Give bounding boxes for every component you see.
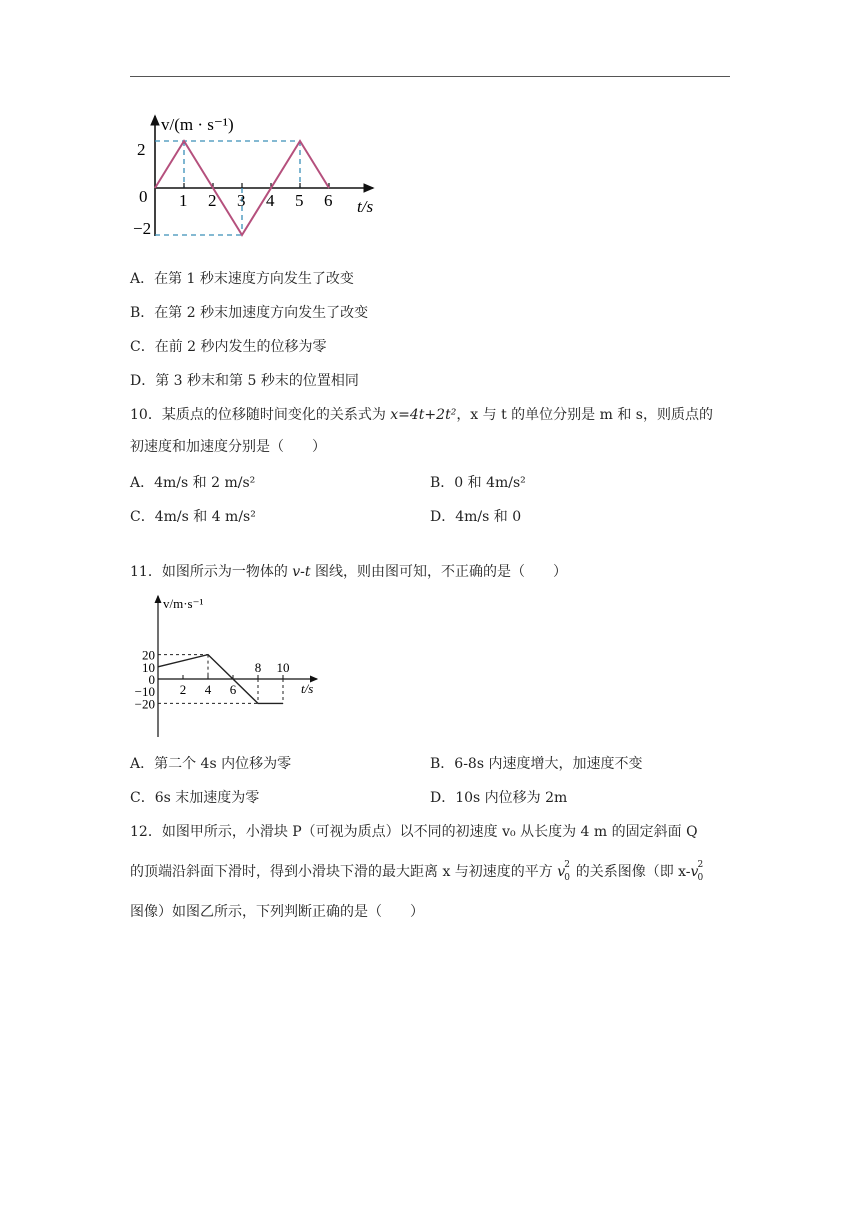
q11-option-a: A．第二个 4s 内位移为零 (130, 756, 292, 772)
q10-formula: x=4t+2t² (390, 407, 457, 423)
y-tick-label: 10 (142, 659, 155, 675)
x-axis-label: t/s (357, 197, 374, 216)
velocity-time-graph-1 (135, 110, 390, 245)
q10-option-a: A．4m/s 和 2 m/s² (130, 475, 256, 491)
y-tick-0: 0 (139, 187, 148, 206)
q11-option-d: D．10s 内位移为 2m (430, 790, 568, 806)
x-tick-label: 8 (254, 660, 262, 675)
x-tick-label: 6 (229, 682, 237, 697)
q10-stem-a: 10．某质点的位移随时间变化的关系式为 (130, 407, 391, 423)
q12-stem-line3: 图像）如图乙所示，下列判断正确的是（ ） (130, 904, 424, 920)
q9-option-a: A．在第 1 秒末速度方向发生了改变 (130, 271, 354, 287)
q12-stem-line1: 12．如图甲所示，小滑块 P（可视为质点）以不同的初速度 v₀ 从长度为 4 m 的固定斜面 Q (130, 824, 698, 840)
y-tick-label: −10 (134, 684, 155, 700)
x-tick-label: 6 (324, 191, 333, 210)
q10-stem-line2: 初速度和加速度分别是（ ） (130, 439, 326, 455)
q10-option-c: C．4m/s 和 4 m/s² (130, 509, 256, 525)
q11-stem-b: 图线，则由图可知，不正确的是（ ） (310, 564, 567, 580)
q11-stem-a: 11．如图所示为一物体的 (130, 564, 293, 580)
x-tick-label: 4 (266, 191, 275, 210)
y-tick-labels (135, 648, 155, 712)
y-tick-label: 0 (148, 672, 155, 687)
x-axis-label: t/s (301, 681, 314, 696)
x-tick-labels (179, 183, 333, 210)
q12-line2-b: 的关系图像（即 x- (571, 864, 691, 880)
y-tick-neg2: −2 (133, 219, 152, 238)
q11-stem (130, 562, 567, 582)
q11-stem-vt: v-t (292, 564, 311, 580)
y-axis-label: v/(m · s⁻¹) (161, 115, 234, 134)
q12-line2-a: 的顶端沿斜面下滑时，得到小滑块下滑的最大距离 x 与初速度的平方 (130, 864, 558, 880)
x-tick-label: 1 (179, 191, 188, 210)
q11-option-c: C．6s 末加速度为零 (130, 790, 260, 806)
q10-stem-b: ，x 与 t 的单位分别是 m 和 s，则质点的 (456, 407, 713, 423)
q11-option-b: B．6-8s 内速度增大，加速度不变 (430, 756, 643, 772)
x-tick-label: 3 (237, 191, 246, 210)
header-rule (130, 76, 730, 77)
y-tick-2: 2 (137, 140, 146, 159)
x-tick-label: 10 (276, 660, 290, 675)
q10-option-b: B．0 和 4m/s² (430, 475, 526, 491)
q10-stem-line1 (130, 405, 713, 425)
x-tick-label: 2 (179, 682, 187, 697)
y-tick-label: 20 (142, 647, 155, 663)
q9-option-d: D．第 3 秒末和第 5 秒末的位置相同 (130, 373, 359, 389)
q12-stem-line2 (130, 862, 705, 882)
velocity-time-graph-2 (125, 592, 335, 740)
q9-option-c: C．在前 2 秒内发生的位移为零 (130, 339, 327, 355)
v0-squared-symbol: v 2 0 (557, 860, 570, 883)
x-tick-label: 5 (295, 191, 304, 210)
q10-option-d: D．4m/s 和 0 (430, 509, 522, 525)
x-tick-label: 4 (204, 682, 212, 697)
y-tick-label: −20 (134, 696, 155, 712)
x-tick-label: 2 (208, 191, 217, 210)
q9-option-b: B．在第 2 秒末加速度方向发生了改变 (130, 305, 369, 321)
v0-squared-symbol-2: v 2 0 (690, 860, 704, 883)
y-axis-label: v/m·s⁻¹ (163, 596, 204, 611)
